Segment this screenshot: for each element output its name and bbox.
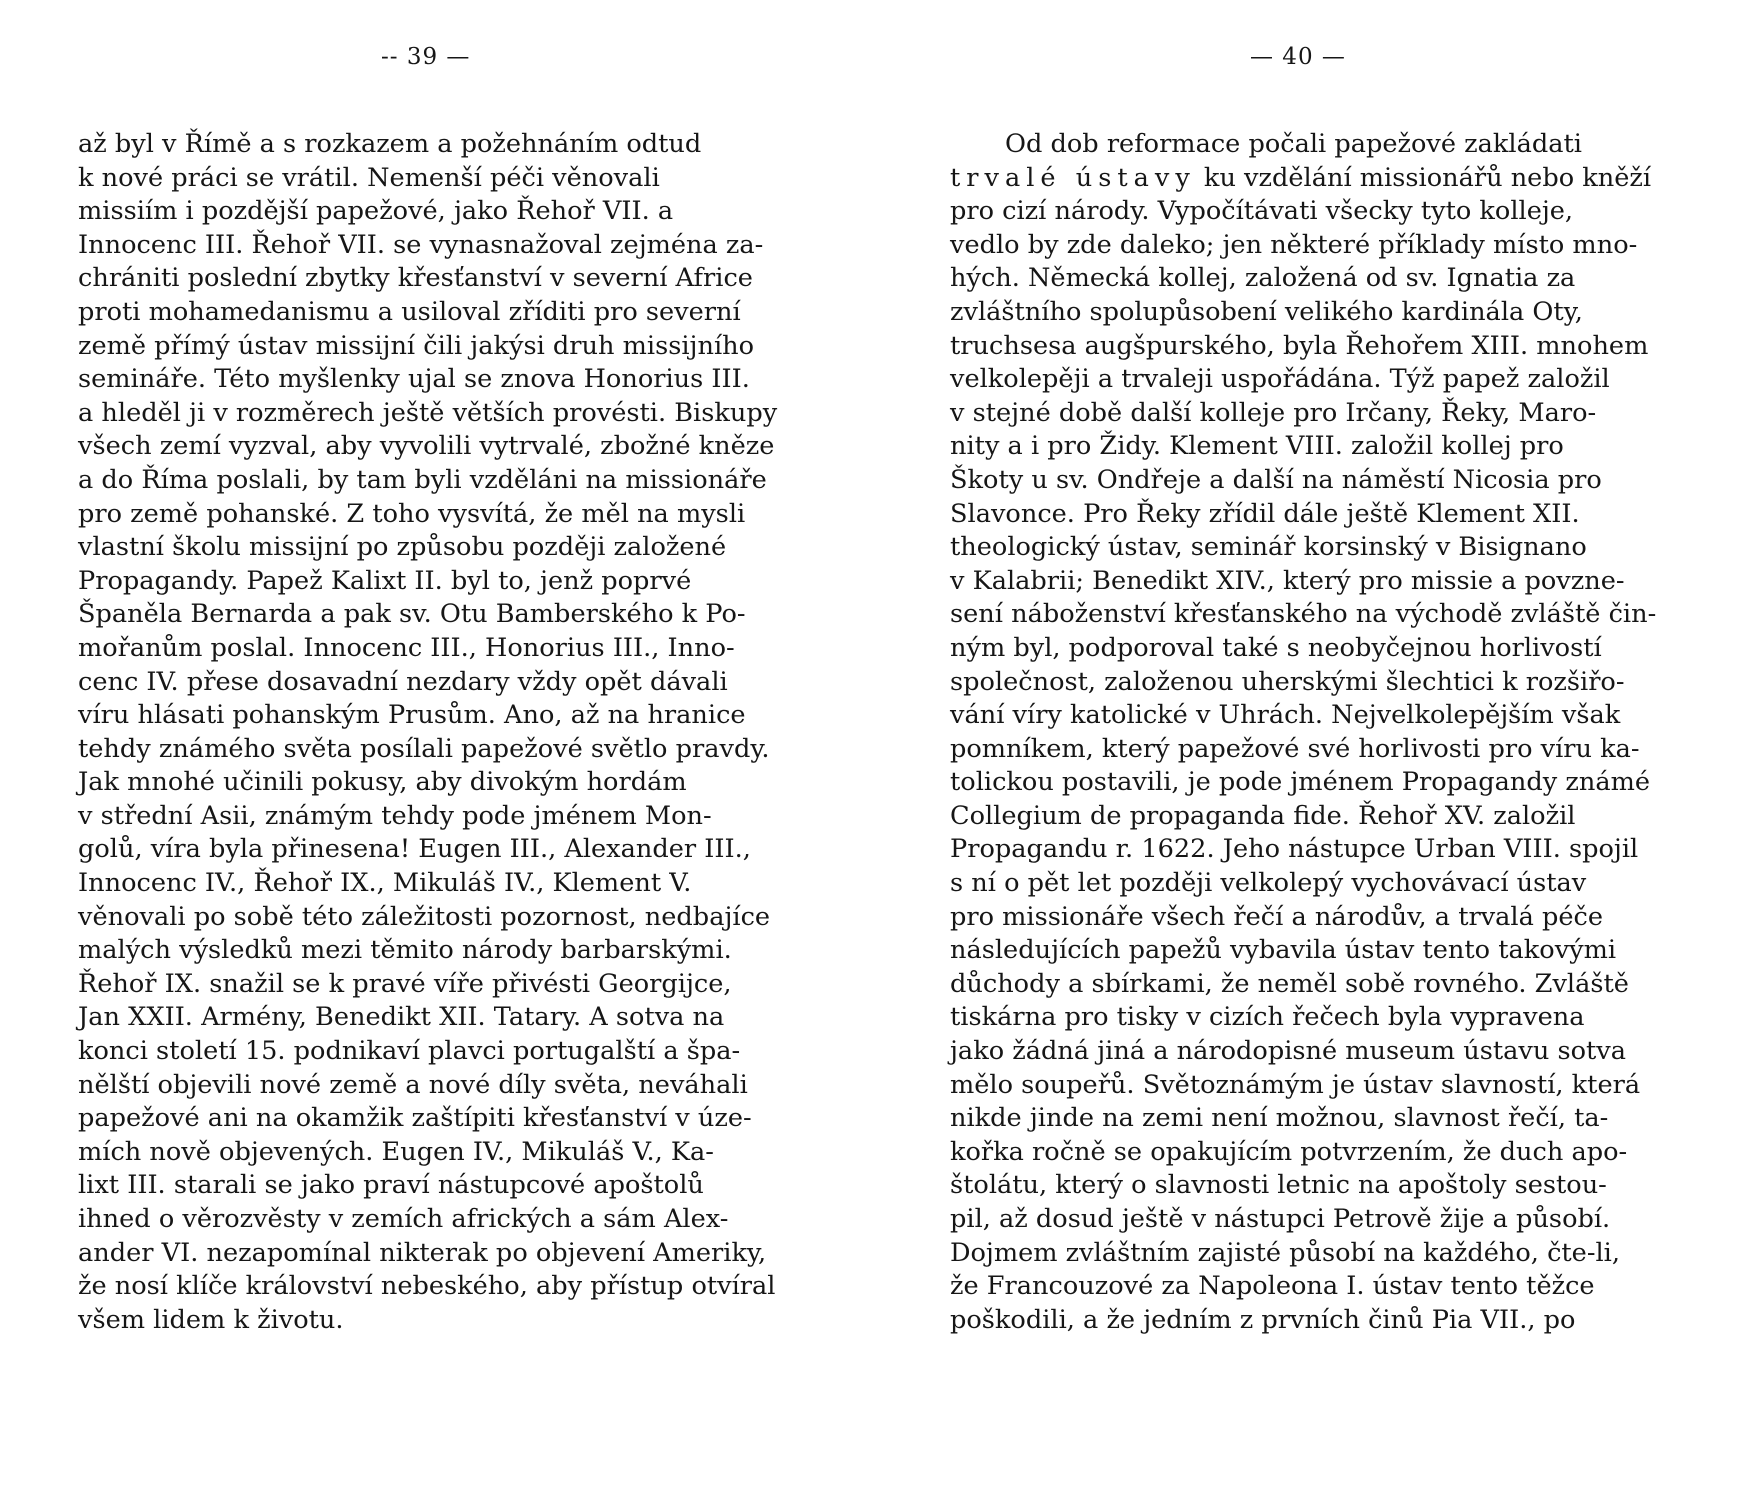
text-line: Propagandu r. 1622. Jeho nástupce Urban VIII. spojil: [950, 834, 1639, 865]
text-line: Škoty u sv. Ondřeje a další na náměstí Nicosia pro: [950, 464, 1602, 495]
text-line: vání víry katolické v Uhrách. Nejvelkolepějším však: [950, 700, 1621, 731]
text-line: ným byl, podporoval také s neobyčejnou horlivostí: [950, 632, 1602, 663]
text-line: pil, až dosud ještě v nástupci Petrově žije a působí.: [950, 1204, 1611, 1234]
text-line: Jak mnohé učinili pokusy, aby divokým hordám: [78, 767, 687, 798]
page-number-right: — 40 —: [1250, 44, 1346, 70]
text-line: nity a i pro Židy. Klement VIII. založil kollej pro: [950, 431, 1564, 462]
text-line: golů, víra byla přinesena! Eugen III., Alexander III.,: [78, 834, 751, 865]
text-line: Collegium de propaganda fide. Řehoř XV. založil: [950, 800, 1576, 831]
paragraph-first-line-text: Od dob reformace počali papežové zakládati: [1005, 129, 1582, 159]
text-line: pro země pohanské. Z toho vysvítá, že měl na mysli: [78, 498, 746, 529]
text-line: všech zemí vyzval, aby vyvolili vytrvalé, zbožné kněze: [78, 431, 775, 462]
text-line: tolickou postavili, je pode jménem Propagandy známé: [950, 767, 1651, 798]
text-line: vlastní školu missijní po způsobu později založené: [78, 532, 727, 563]
text-line: pro missionáře všech řečí a národův, a trvalá péče: [950, 901, 1604, 932]
text-line: ander VI. nezapomínal nikterak po objevení Ameriky,: [78, 1237, 767, 1268]
text-line: všem lidem k životu.: [78, 1304, 344, 1335]
text-line: truchsesa augšpurského, byla Řehořem XIII. mnohem: [950, 330, 1649, 361]
text-line: ihned o věrozvěsty v zemích afrických a sám Alex-: [78, 1204, 729, 1234]
page-number-left: -- 39 —: [381, 44, 471, 70]
text-line: tiskárna pro tisky v cizích řečech byla vypravena: [950, 1002, 1585, 1033]
text-line: v střední Asii, známým tehdy pode jménem Mon-: [78, 800, 712, 831]
text-line: a hleděl ji v rozměrech ještě větších provésti. Biskupy: [78, 397, 778, 428]
text-line: Innocenc III. Řehoř VII. se vynasnažoval zejména za-: [78, 229, 764, 260]
paragraph-first-line: [950, 128, 1670, 162]
text-line: sení náboženství křesťanského na východě zvláště čin-: [950, 599, 1657, 630]
right-page-text: [950, 128, 1670, 1337]
text-line: Řehoř IX. snažil se k pravé víře přivésti Georgijce,: [78, 968, 732, 999]
text-line: štolátu, který o slavnosti letnic na apoštoly sestou-: [950, 1170, 1607, 1201]
spaced-emphasis: trvalé ústavy: [950, 162, 1196, 193]
text-line-spaced-emphasis: [950, 162, 1670, 196]
text-line: Innocenc IV., Řehoř IX., Mikuláš IV., Klement V.: [78, 868, 692, 899]
text-line: semináře. Této myšlenky ujal se znova Honorius III.: [78, 364, 750, 395]
text-line: že Francouzové za Napoleona I. ústav tento těžce: [950, 1271, 1595, 1302]
text-line: nělští objevili nové země a nové díly světa, neváhali: [78, 1069, 748, 1100]
text-line: s ní o pět let později velkolepý vychovávací ústav: [950, 868, 1587, 899]
text-line: země přímý ústav missijní čili jakýsi druh missijního: [78, 330, 755, 361]
text-line: Španěla Bernarda a pak sv. Otu Bamberského k Po-: [78, 599, 746, 630]
text-line: proti mohamedanismu a usiloval zříditi pro severní: [78, 296, 741, 327]
text-line: velkolepěji a trvaleji uspořádána. Týž papež založil: [950, 364, 1610, 395]
text-line: konci století 15. podnikaví plavci portugalští a špa-: [78, 1036, 741, 1067]
text-line: víru hlásati pohanským Prusům. Ano, až na hranice: [78, 700, 746, 731]
text-line: mích nově objevených. Eugen IV., Mikuláš V., Ka-: [78, 1136, 714, 1167]
text-line: lixt III. starali se jako praví nástupcové apoštolů: [78, 1170, 704, 1201]
text-line: a do Říma poslali, by tam byli vzděláni na missionáře: [78, 464, 767, 495]
text-line: mořanům poslal. Innocenc III., Honorius III., Inno-: [78, 632, 735, 663]
text-line: Jan XXII. Armény, Benedikt XII. Tatary. A sotva na: [78, 1002, 725, 1033]
text-line: následujících papežů vybavila ústav tento takovými: [950, 935, 1617, 966]
text-line: v Kalabrii; Benedikt XIV., který pro missie a povzne-: [950, 565, 1625, 596]
text-line: věnovali po sobě této záležitosti pozornost, nedbajíce: [78, 901, 771, 932]
text-line: missiím i pozdější papežové, jako Řehoř VII. a: [78, 196, 674, 227]
text-line: zvláštního spolupůsobení velikého kardinála Oty,: [950, 296, 1583, 327]
text-line: malých výsledků mezi těmito národy barbarskými.: [78, 935, 732, 966]
left-page-text: [78, 128, 798, 1337]
text-line: jako žádná jiná a národopisné museum ústavu sotva: [950, 1036, 1626, 1067]
text-line: chrániti poslední zbytky křesťanství v severní Africe: [78, 263, 753, 294]
text-line: vedlo by zde daleko; jen některé příklady místo mno-: [950, 229, 1638, 260]
text-line: Slavonce. Pro Řeky zřídil dále ještě Klement XII.: [950, 498, 1580, 529]
text-line: theologický ústav, seminář korsinský v Bisignano: [950, 532, 1587, 563]
text-line: nikde jinde na zemi není možnou, slavnost řečí, ta-: [950, 1103, 1609, 1134]
text-line: důchody a sbírkami, že neměl sobě rovného. Zvláště: [950, 968, 1629, 999]
text-line: pro cizí národy. Vypočítávati všecky tyto kolleje,: [950, 196, 1574, 227]
text-line: Propagandy. Papež Kalixt II. byl to, jenž poprvé: [78, 565, 692, 596]
text-line: Dojmem zvláštním zajisté působí na každého, čte-li,: [950, 1237, 1620, 1268]
text-line: společnost, založenou uherskými šlechtici k rozšiřo-: [950, 666, 1625, 697]
right-page: [870, 0, 1740, 1500]
text-line-rest: ku vzdělání missionářů nebo kněží: [1195, 162, 1652, 193]
text-line: mělo soupeřů. Světoznámým je ústav slavností, která: [950, 1069, 1641, 1100]
text-line: cenc IV. přese dosavadní nezdary vždy opět dávali: [78, 666, 728, 697]
text-line: poškodili, a že jedním z prvních činů Pia VII., po: [950, 1304, 1576, 1335]
text-line: tehdy známého světa posílali papežové světlo pravdy.: [78, 733, 770, 764]
text-line: papežové ani na okamžik zaštípiti křesťanství v úze-: [78, 1103, 752, 1134]
text-line: kořka ročně se opakujícím potvrzením, že duch apo-: [950, 1136, 1628, 1167]
text-line: hých. Německá kollej, založená od sv. Ignatia za: [950, 263, 1576, 294]
text-line: že nosí klíče království nebeského, aby přístup otvíral: [78, 1271, 776, 1302]
text-line: k nové práci se vrátil. Nemenší péči věnovali: [78, 162, 660, 193]
text-line: v stejné době další kolleje pro Irčany, Řeky, Maro-: [950, 397, 1597, 428]
text-line: pomníkem, který papežové své horlivosti pro víru ka-: [950, 733, 1640, 764]
text-line: až byl v Římě a s rozkazem a požehnáním odtud: [78, 129, 702, 159]
